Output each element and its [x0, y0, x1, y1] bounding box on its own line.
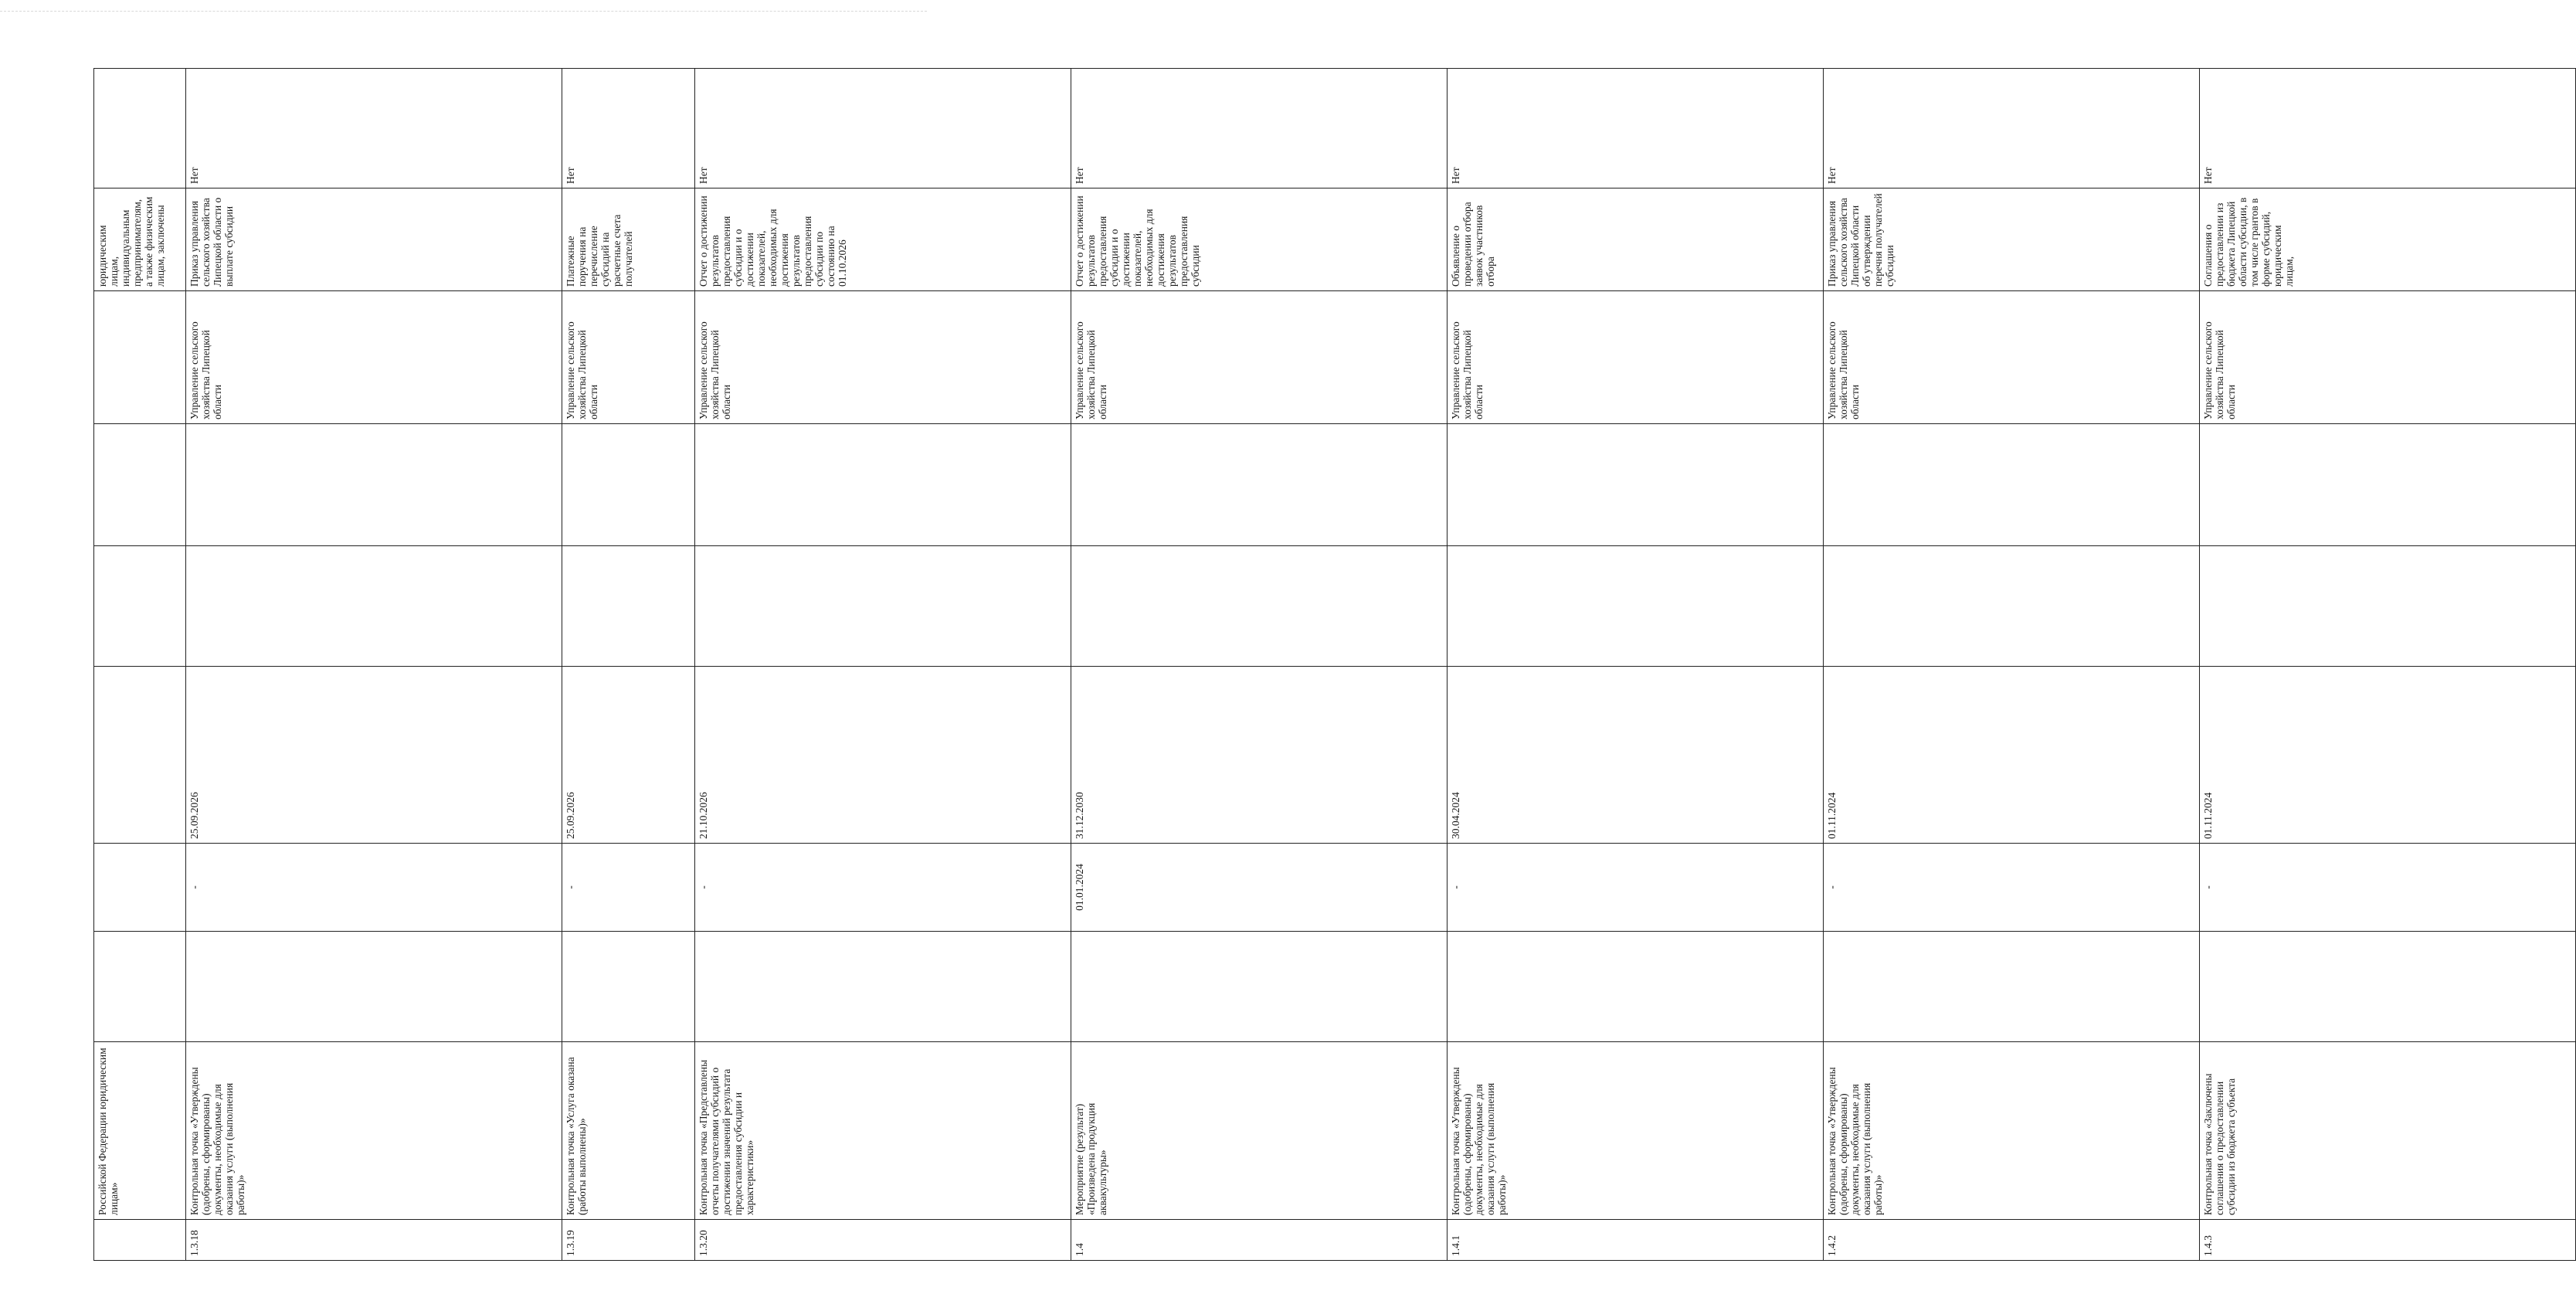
cell-empty	[2200, 424, 2576, 546]
cell-num: 1.3.20	[695, 1220, 1071, 1261]
cell-document: юридическим лицам, индивидуальным предпринимателям, а также физическим лицам, заключены	[94, 188, 186, 291]
cell-start: -	[695, 844, 1071, 932]
cell-empty	[1448, 424, 1824, 546]
cell-empty	[186, 424, 562, 546]
cell-document: Приказ управления сельского хозяйства Липецкой области о выплате субсидии	[186, 188, 562, 291]
cell-document: Платежные поручения на перечисление субсидий на расчетные счета получателей	[562, 188, 695, 291]
table-row	[1448, 69, 1824, 1261]
cell-start: -	[562, 844, 695, 932]
cell-responsible: Управление сельского хозяйства Липецкой области	[186, 291, 562, 424]
cell-responsible: Управление сельского хозяйства Липецкой области	[2200, 291, 2576, 424]
cell-flag: Нет	[1448, 69, 1824, 188]
cell-document: Отчет о достижении результатов предоставления субсидии и о достижении показателей, необходимых для достижения результатов предоставления субсидии	[1071, 188, 1448, 291]
cell-responsible: Управление сельского хозяйства Липецкой области	[562, 291, 695, 424]
cell-start: -	[2200, 844, 2576, 932]
cell-flag: Нет	[186, 69, 562, 188]
cell-end: 01.11.2024	[1824, 667, 2200, 844]
cell-end: 21.10.2026	[695, 667, 1071, 844]
cell-name: Контрольная точка «Утверждены (одобрены, сформированы) документы, необходимые для оказания услуги (выполнения работы)»	[1448, 1042, 1824, 1220]
cell-empty	[562, 424, 695, 546]
scan-top-edge	[0, 11, 927, 12]
cell-end: 25.09.2026	[186, 667, 562, 844]
cell-num	[94, 1220, 186, 1261]
cell-name: Контрольная точка «Заключены соглашения о предоставлении субсидии из бюджета субъекта	[2200, 1042, 2576, 1220]
cell-responsible	[94, 291, 186, 424]
cell-num: 1.4.2	[1824, 1220, 2200, 1261]
table-row	[562, 69, 695, 1261]
cell-end: 25.09.2026	[562, 667, 695, 844]
cell-empty	[1824, 932, 2200, 1042]
cell-document: Приказ управления сельского хозяйства Липецкой области об утверждении перечня получателей субсидии	[1824, 188, 2200, 291]
cell-start: -	[186, 844, 562, 932]
cell-name: Контрольная точка «Утверждены (одобрены, сформированы) документы, необходимые для оказания услуги (выполнения работы)»	[186, 1042, 562, 1220]
cell-flag: Нет	[695, 69, 1071, 188]
cell-responsible: Управление сельского хозяйства Липецкой области	[1448, 291, 1824, 424]
cell-start: -	[1448, 844, 1824, 932]
table-row	[695, 69, 1071, 1261]
cell-name: Российской Федерации юридическим лицам»	[94, 1042, 186, 1220]
table-row	[1824, 69, 2200, 1261]
cell-name: Контрольная точка «Услуга оказана (работы выполнены)»	[562, 1042, 695, 1220]
cell-empty	[1448, 932, 1824, 1042]
cell-empty	[2200, 932, 2576, 1042]
cell-empty	[1448, 546, 1824, 667]
cell-empty	[1071, 932, 1448, 1042]
cell-responsible: Управление сельского хозяйства Липецкой области	[695, 291, 1071, 424]
cell-document: Соглашения о предоставлении из бюджета Липецкой области субсидии, в том числе грантов в форме субсидий, юридическим лицам,	[2200, 188, 2576, 291]
cell-num: 1.3.18	[186, 1220, 562, 1261]
cell-empty	[562, 932, 695, 1042]
cell-num: 1.4	[1071, 1220, 1448, 1261]
cell-num: 1.4.1	[1448, 1220, 1824, 1261]
cell-flag: Нет	[1071, 69, 1448, 188]
cell-empty	[695, 424, 1071, 546]
cell-empty	[2200, 546, 2576, 667]
cell-empty	[695, 932, 1071, 1042]
cell-empty	[695, 546, 1071, 667]
cell-flag: Нет	[562, 69, 695, 188]
cell-name: Контрольная точка «Представлены отчеты получателями субсидий о достижении значений результата предоставления субсидии и характеристики»	[695, 1042, 1071, 1220]
cell-empty	[94, 932, 186, 1042]
cell-flag	[94, 69, 186, 188]
cell-document: Объявление о проведении отбора заявок участников отбора	[1448, 188, 1824, 291]
cell-name: Контрольная точка «Утверждены (одобрены, сформированы) документы, необходимые для оказания услуги (выполнения работы)»	[1824, 1042, 2200, 1220]
table-row	[186, 69, 562, 1261]
cell-num: 1.3.19	[562, 1220, 695, 1261]
cell-responsible: Управление сельского хозяйства Липецкой области	[1824, 291, 2200, 424]
cell-empty	[94, 424, 186, 546]
rotated-page-content	[93, 69, 2295, 1261]
cell-end: 30.04.2024	[1448, 667, 1824, 844]
cell-empty	[186, 932, 562, 1042]
cell-start	[94, 844, 186, 932]
cell-empty	[1071, 546, 1448, 667]
cell-end: 01.11.2024	[2200, 667, 2576, 844]
cell-empty	[1071, 424, 1448, 546]
cell-empty	[1824, 546, 2200, 667]
cell-name: Мероприятие (результат) «Произведена продукция аквакультуры»	[1071, 1042, 1448, 1220]
cell-empty	[94, 546, 186, 667]
cell-flag: Нет	[2200, 69, 2576, 188]
cell-empty	[186, 546, 562, 667]
cell-start: 01.01.2024	[1071, 844, 1448, 932]
table-row	[2200, 69, 2576, 1261]
cell-empty	[562, 546, 695, 667]
control-points-table	[93, 68, 2576, 1261]
cell-start: -	[1824, 844, 2200, 932]
table-row	[1071, 69, 1448, 1261]
cell-end: 31.12.2030	[1071, 667, 1448, 844]
cell-flag: Нет	[1824, 69, 2200, 188]
cell-num: 1.4.3	[2200, 1220, 2576, 1261]
cell-document: Отчет о достижении результатов предоставления субсидии и о достижении показателей, необходимых для достижения результатов предоставления субсидии по состоянию на 01.10.2026	[695, 188, 1071, 291]
table-row-continuation	[94, 69, 186, 1261]
cell-end	[94, 667, 186, 844]
cell-empty	[1824, 424, 2200, 546]
cell-responsible: Управление сельского хозяйства Липецкой области	[1071, 291, 1448, 424]
